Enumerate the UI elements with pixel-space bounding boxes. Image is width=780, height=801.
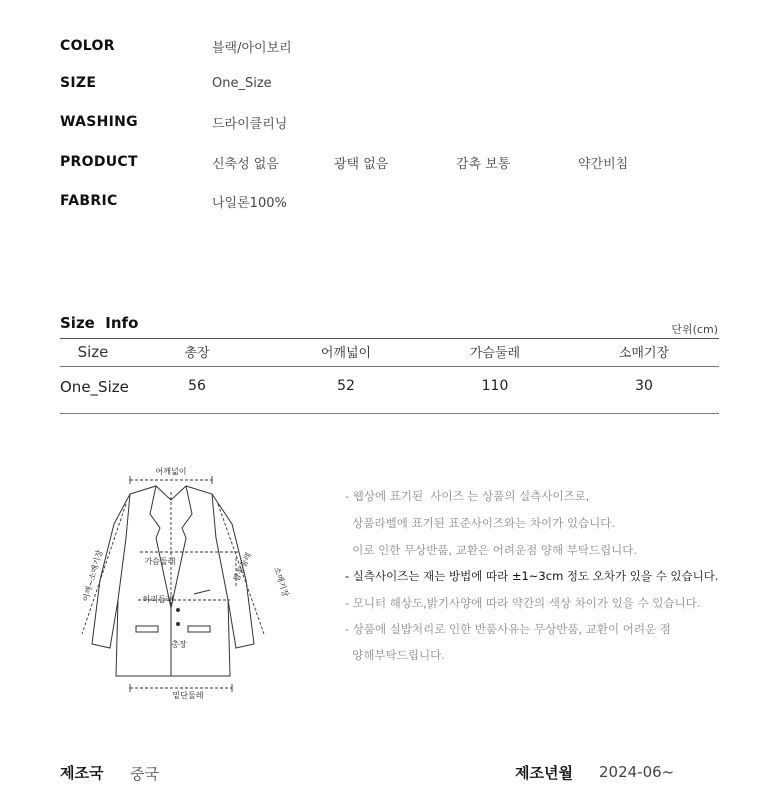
- table-header-shoulder: 어깨넓이: [320, 346, 372, 361]
- spec-label-size: SIZE: [60, 75, 97, 91]
- spec-value-washing: 드라이클리닝: [212, 116, 288, 132]
- origin-value: 중국: [130, 765, 159, 783]
- manufacture-date-value: 2024-06~: [599, 763, 675, 781]
- spec-value-product-gloss: 광택 없음: [334, 156, 389, 172]
- spec-value-product-stretch: 신축성 없음: [212, 156, 279, 172]
- label-armhole: 팔통둘레: [231, 551, 254, 583]
- note-line: - 웹상에 표기된 사이즈 는 상품의 실측사이즈로,: [345, 489, 590, 503]
- spec-value-product-texture: 감촉 보통: [456, 156, 511, 172]
- size-unit: 단위(cm): [671, 323, 718, 336]
- table-bottom-rule: [60, 413, 719, 414]
- manufacture-date-label: 제조년월: [515, 764, 573, 782]
- note-line: - 상품에 실밥처리로 인한 반품사유는 무상반품, 교환이 어려운 점: [345, 622, 671, 636]
- label-chest: 가슴둘레: [144, 557, 176, 566]
- table-cell-length: 56: [188, 378, 206, 394]
- label-waist: 허리둘레: [142, 595, 174, 604]
- origin-label: 제조국: [60, 764, 104, 782]
- spec-value-size: One_Size: [212, 75, 272, 91]
- note-line: 상품라벨에 표기된 표준사이즈와는 차이가 있습니다.: [345, 516, 615, 530]
- spec-value-fabric: 나일론100%: [212, 195, 287, 211]
- label-shoulder-sleeve: 어깨~소매기장: [81, 549, 105, 603]
- label-sleeve: 소매기장: [272, 565, 291, 599]
- label-shoulder: 어깨넓이: [155, 467, 187, 476]
- spec-value-color: 블랙/아이보리: [212, 40, 292, 56]
- table-cell-sleeve: 30: [635, 378, 653, 394]
- table-header-rule: [60, 366, 719, 367]
- table-cell-shoulder: 52: [337, 378, 355, 394]
- note-line: - 모니터 해상도,밝기사양에 따라 약간의 색상 차이가 있을 수 있습니다.: [345, 596, 701, 610]
- label-length: 총장: [171, 640, 187, 649]
- spec-label-product: PRODUCT: [60, 154, 138, 170]
- measurement-diagram: [68, 462, 308, 702]
- table-header-length: 총장: [184, 346, 210, 361]
- size-info-title: Size Info: [60, 314, 139, 332]
- note-line: 이로 인한 무상반품, 교환은 어려운점 양해 부탁드립니다.: [345, 543, 638, 557]
- table-top-rule: [60, 338, 719, 339]
- table-cell-chest: 110: [481, 378, 509, 394]
- table-header-sleeve: 소매기장: [618, 346, 670, 361]
- jacket-illustration: [68, 462, 308, 702]
- table-header-size: Size: [77, 343, 109, 361]
- note-line: 양해부탁드립니다.: [345, 648, 445, 662]
- note-line-emphasis: - 실측사이즈는 재는 방법에 따라 ±1~3cm 정도 오차가 있을 수 있습니다.: [345, 569, 719, 583]
- table-header-chest: 가슴둘레: [469, 346, 521, 361]
- spec-label-washing: WASHING: [60, 114, 138, 130]
- spec-value-product-sheer: 약간비침: [578, 156, 629, 172]
- spec-label-fabric: FABRIC: [60, 193, 118, 209]
- label-hem: 밑단둘레: [172, 691, 204, 700]
- spec-label-color: COLOR: [60, 38, 115, 54]
- table-cell-size: One_Size: [60, 378, 129, 396]
